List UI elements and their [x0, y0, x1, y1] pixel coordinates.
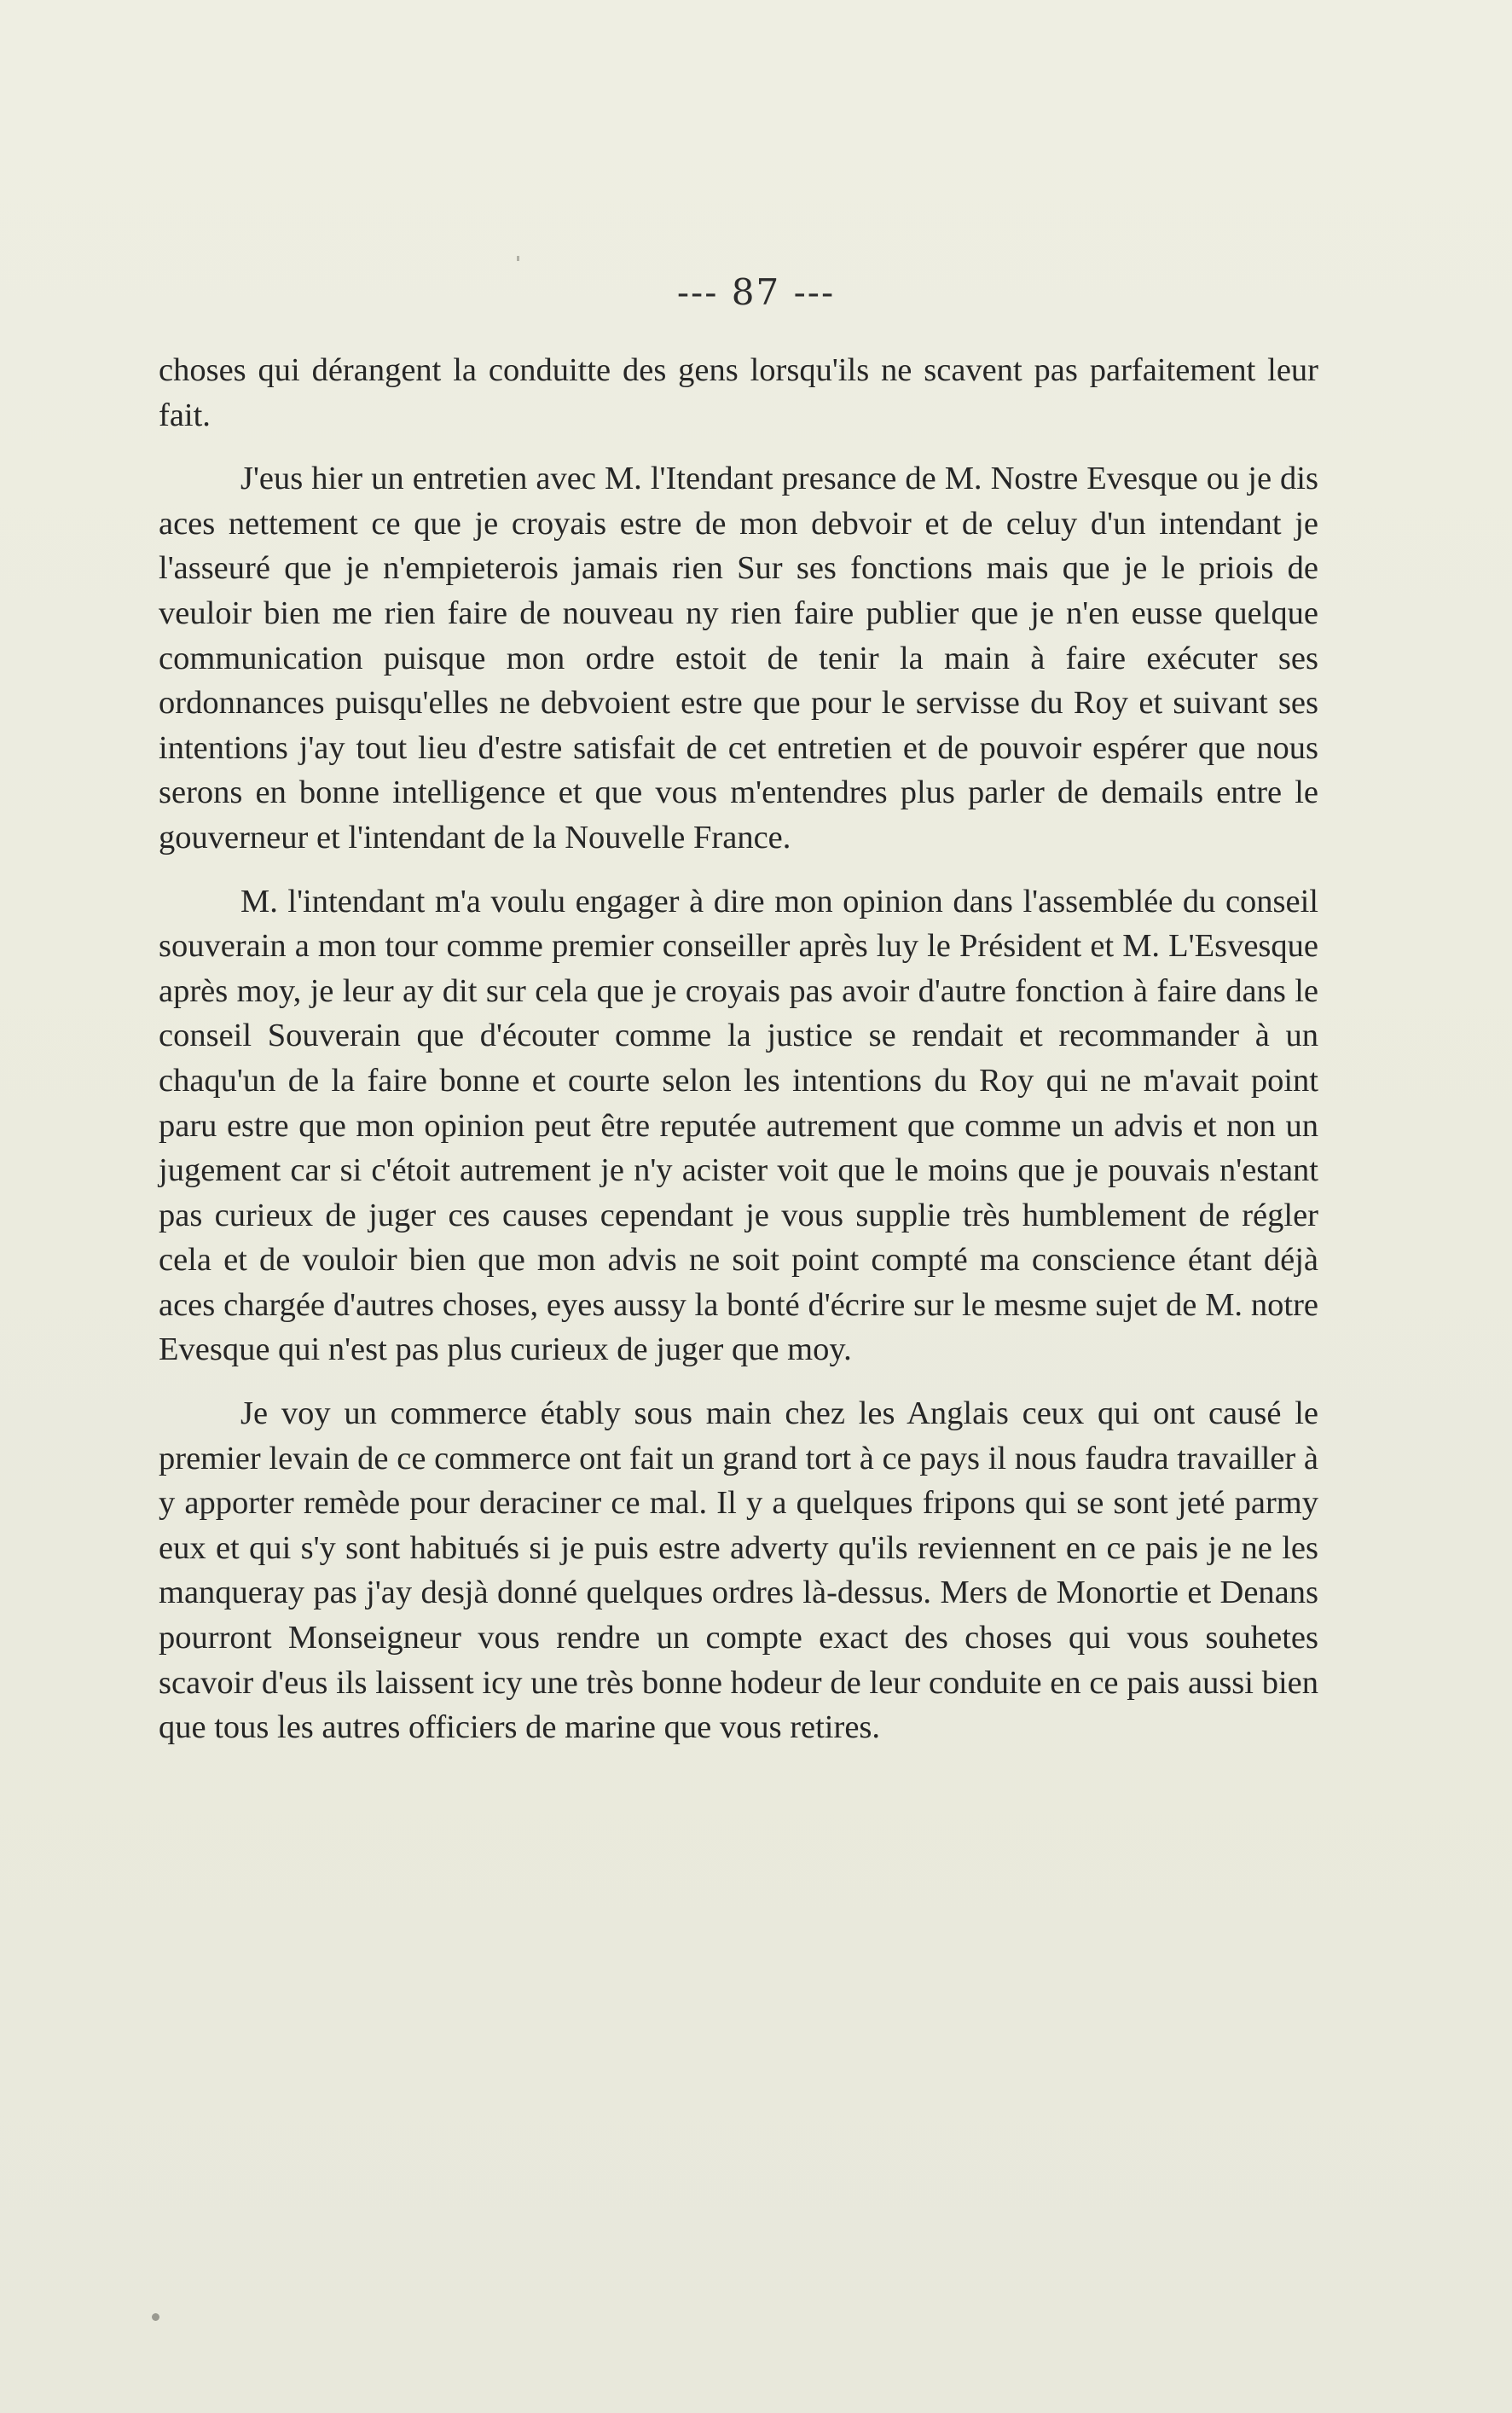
paper-speck	[517, 256, 519, 261]
body-text	[159, 348, 1318, 1750]
paragraph-4: Je voy un commerce étably sous main chez les Anglais ceux qui ont causé le premier levain de ce commerce ont fait un grand tort à ce pays il nous faudra travailler à y apporter remède pour deraciner ce mal. Il y a quelques fripons qui se sont jeté parmy eux et qui s'y sont habitués si je puis estre adverty qu'ils reviennent en ce pais je ne les manqueray pas j'ay desjà donné quelques ordres là-dessus. Mers de Monortie et Denans pourront Monseigneur vous rendre un compte exact des choses qui vous souhetes scavoir d'eus ils laissent icy une très bonne hodeur de leur conduite en ce pais aussi bien que tous les autres officiers de marine que vous retires.	[159, 1395, 1318, 1746]
paragraph-2: J'eus hier un entretien avec M. l'Itendant presance de M. Nostre Evesque ou je dis aces nettement ce que je croyais estre de mon debvoir et de celuy d'un intendant je l'asseuré que je n'empieterois jamais rien Sur ses fonctions mais que je le priois de veuloir bien me rien faire de nouveau ny rien faire publier que je n'en eusse quelque communication puisque mon ordre estoit de tenir la main à faire exécuter ses ordonnances puisqu'elles ne debvoient estre que pour le servisse du Roy et suivant ses intentions j'ay tout lieu d'estre satisfait de cet entretien et de pouvoir espérer que nous serons en bonne intelligence et que vous m'entendres plus parler de demails entre le gouverneur et l'intendant de la Nouvelle France.	[159, 461, 1318, 856]
paragraph-3: M. l'intendant m'a voulu engager à dire mon opinion dans l'assemblée du conseil souverain a mon tour comme premier conseiller après luy le Président et M. L'Esvesque après moy, je leur ay dit sur cela que je croyais pas avoir d'autre fonction à faire dans le conseil Souverain que d'écouter comme la justice se rendait et recommander à un chaqu'un de la faire bonne et courte selon les intentions du Roy qui ne m'avait point paru estre que mon opinion peut être reputée autrement que comme un advis et non un jugement car si c'étoit autrement je n'y acister voit que le moins que je pouvais n'estant pas curieux de juger ces causes cependant je vous supplie très humblement de régler cela et de vouloir bien que mon advis ne soit point compté ma conscience étant déjà aces chargée d'autres choses, eyes aussy la bonté d'écrire sur le mesme sujet de M. notre Evesque qui n'est pas plus curieux de juger que moy.	[159, 883, 1318, 1368]
paper-speck	[152, 2313, 159, 2321]
paragraph-1: choses qui dérangent la conduitte des gens lorsqu'ils ne scavent pas parfaitement leur fait.	[159, 352, 1318, 433]
page-number: --- 87 ---	[676, 271, 836, 313]
